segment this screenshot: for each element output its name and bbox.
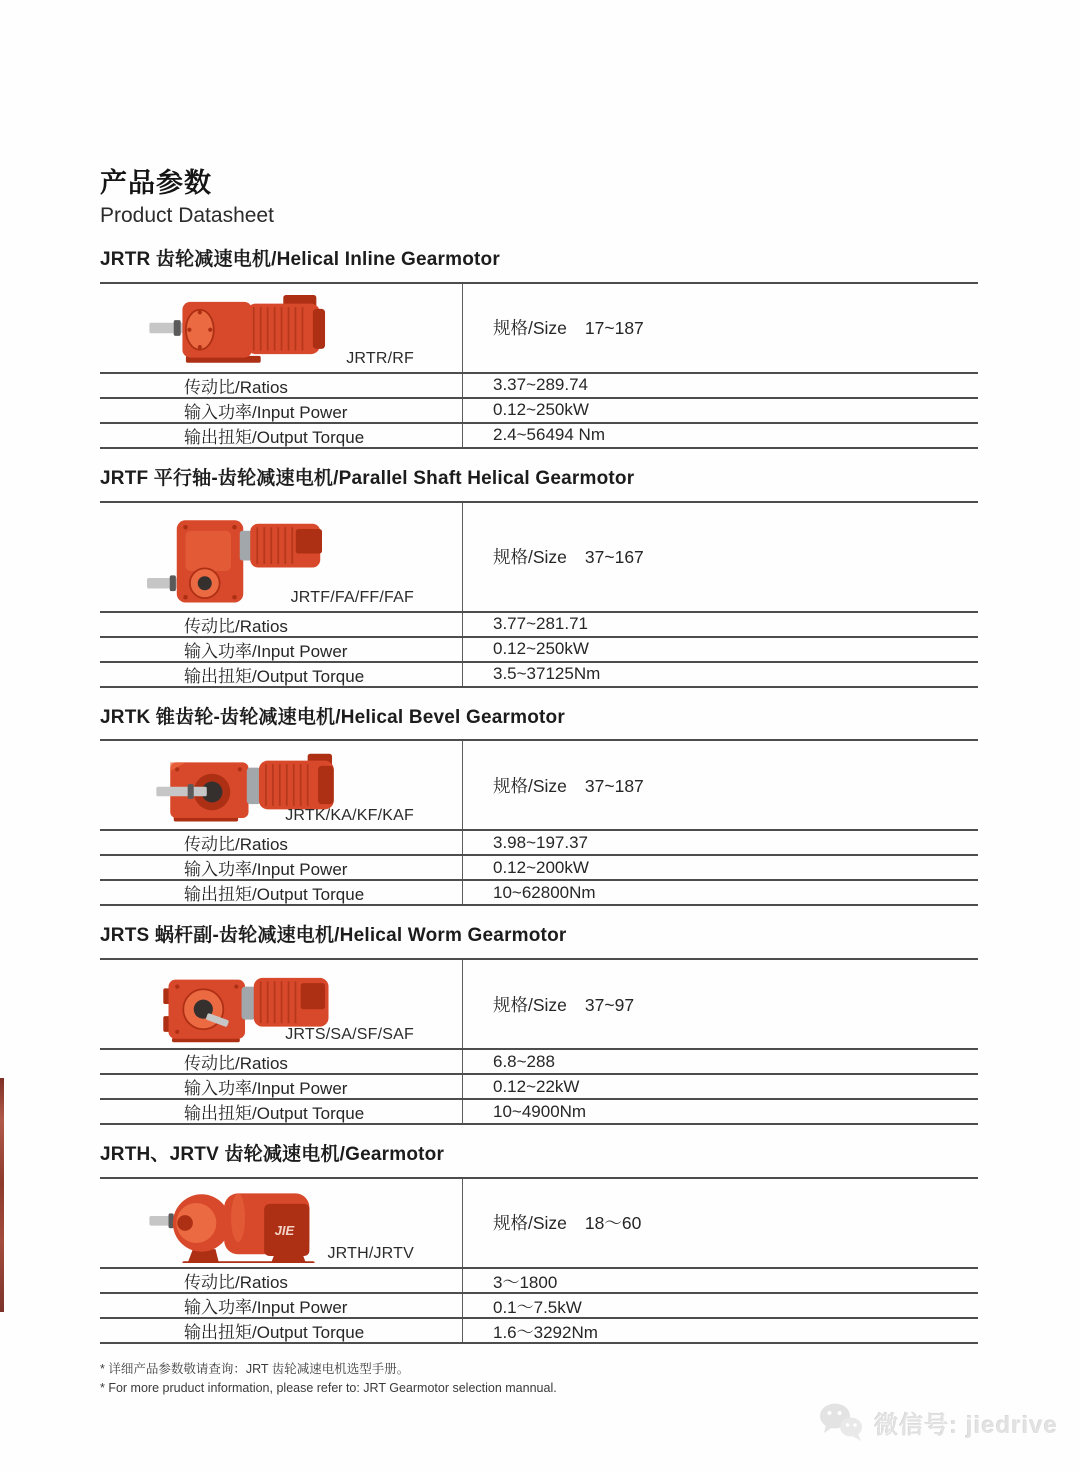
spec-table-jrtk [100,739,978,906]
input-power-label: 输入功率/Input Power [184,860,348,880]
footnote-en: * For more pruduct information, please refer to: JRT Gearmotor selection mannual. [100,1380,557,1395]
output-torque-label: 输出扭矩/Output Torque [184,1104,365,1124]
page-title: 产品参数 [100,168,212,198]
ratios-label: 传动比/Ratios [184,377,288,397]
input-power-label: 输入功率/Input Power [184,641,348,661]
product-image-cell [100,284,462,372]
ratios-label: 传动比/Ratios [184,835,288,855]
table-row [100,741,978,829]
model-label: JRTR/RF [346,349,414,367]
table-row [100,960,978,1048]
wechat-id-text: 微信号: jiedrive [874,1411,1058,1439]
size-value: 18～60 [584,1213,642,1234]
size-cell [462,741,978,829]
spec-table-jrth-jrtv [100,1177,978,1344]
output-torque-value: 1.6～3292Nm [462,1319,978,1342]
table-row [100,854,978,879]
gearmotor-inline-photo [145,288,359,368]
section-heading-jrth-jrtv: JRTH、JRTV 齿轮减速电机/Gearmotor [100,1144,445,1166]
size-label: 规格/Size [493,775,567,796]
table-row [100,829,978,854]
section-heading-jrtf: JRTF 平行轴-齿轮减速电机/Parallel Shaft Helical Gearmotor [100,467,635,489]
spec-table-jrtf [100,501,978,688]
table-row [100,1073,978,1098]
table-row [100,1267,978,1292]
size-value: 37~97 [584,994,635,1015]
size-cell [462,960,978,1048]
footnotes [100,1360,978,1398]
input-power-value: 0.12~250kW [462,399,978,422]
input-power-label: 输入功率/Input Power [184,1297,348,1317]
section-heading-jrtk: JRTK 锥齿轮-齿轮减速电机/Helical Bevel Gearmotor [100,706,565,728]
output-torque-label: 输出扭矩/Output Torque [184,885,365,905]
table-row [100,503,978,611]
input-power-value: 0.1～7.5kW [462,1294,978,1317]
size-value: 17~187 [584,318,644,339]
page-subtitle: Product Datasheet [100,204,274,228]
table-row [100,1317,978,1342]
wechat-icon [818,1402,864,1442]
size-cell [462,1179,978,1267]
ratios-label: 传动比/Ratios [184,1054,288,1074]
output-torque-label: 输出扭矩/Output Torque [184,666,365,686]
table-row [100,636,978,661]
ratios-value: 6.8~288 [462,1050,978,1073]
product-image-cell [100,741,462,829]
table-row [100,611,978,636]
size-value: 37~187 [584,775,644,796]
footnote-zh: * 详细产品参数敬请查询：JRT 齿轮减速电机选型手册。 [100,1361,410,1376]
wechat-watermark [818,1402,1058,1442]
output-torque-value: 10~62800Nm [462,881,978,904]
input-power-value: 0.12~200kW [462,856,978,879]
size-label: 规格/Size [493,547,567,568]
input-power-value: 0.12~22kW [462,1075,978,1098]
product-image-cell [100,1179,462,1267]
output-torque-value: 2.4~56494 Nm [462,424,978,447]
model-label: JRTH/JRTV [327,1244,414,1262]
input-power-label: 输入功率/Input Power [184,402,348,422]
size-cell [462,284,978,372]
table-row [100,1179,978,1267]
input-power-label: 输入功率/Input Power [184,1079,348,1099]
ratios-value: 3.77~281.71 [462,613,978,636]
ratios-label: 传动比/Ratios [184,1272,288,1292]
input-power-value: 0.12~250kW [462,638,978,661]
output-torque-label: 输出扭矩/Output Torque [184,1322,365,1342]
ratios-value: 3.37~289.74 [462,374,978,397]
svg-text:JIE: JIE [274,1223,295,1239]
model-label: JRTF/FA/FF/FAF [290,588,414,606]
table-row [100,1098,978,1123]
spec-table-jrts [100,958,978,1125]
product-image-cell [100,960,462,1048]
ratios-value: 3～1800 [462,1269,978,1292]
model-label: JRTS/SA/SF/SAF [285,1026,414,1044]
table-row [100,372,978,397]
spec-table-jrtr [100,282,978,449]
product-image-cell [100,503,462,611]
output-torque-label: 输出扭矩/Output Torque [184,427,365,447]
section-heading-jrtr: JRTR 齿轮减速电机/Helical Inline Gearmotor [100,249,500,271]
table-row [100,1048,978,1073]
table-row [100,422,978,447]
output-torque-value: 3.5~37125Nm [462,663,978,686]
output-torque-value: 10~4900Nm [462,1100,978,1123]
table-row [100,879,978,904]
model-label: JRTK/KA/KF/KAF [285,807,414,825]
size-label: 规格/Size [493,994,567,1015]
table-row [100,661,978,686]
size-cell [462,503,978,611]
adjacent-page-sliver [0,1078,4,1312]
size-label: 规格/Size [493,1213,567,1234]
table-row [100,284,978,372]
size-value: 37~167 [584,547,644,568]
section-heading-jrts: JRTS 蜗杆副-齿轮减速电机/Helical Worm Gearmotor [100,925,567,947]
ratios-value: 3.98~197.37 [462,831,978,854]
page-content [100,0,978,1397]
table-row [100,1292,978,1317]
size-label: 规格/Size [493,318,567,339]
table-row [100,397,978,422]
ratios-label: 传动比/Ratios [184,616,288,636]
